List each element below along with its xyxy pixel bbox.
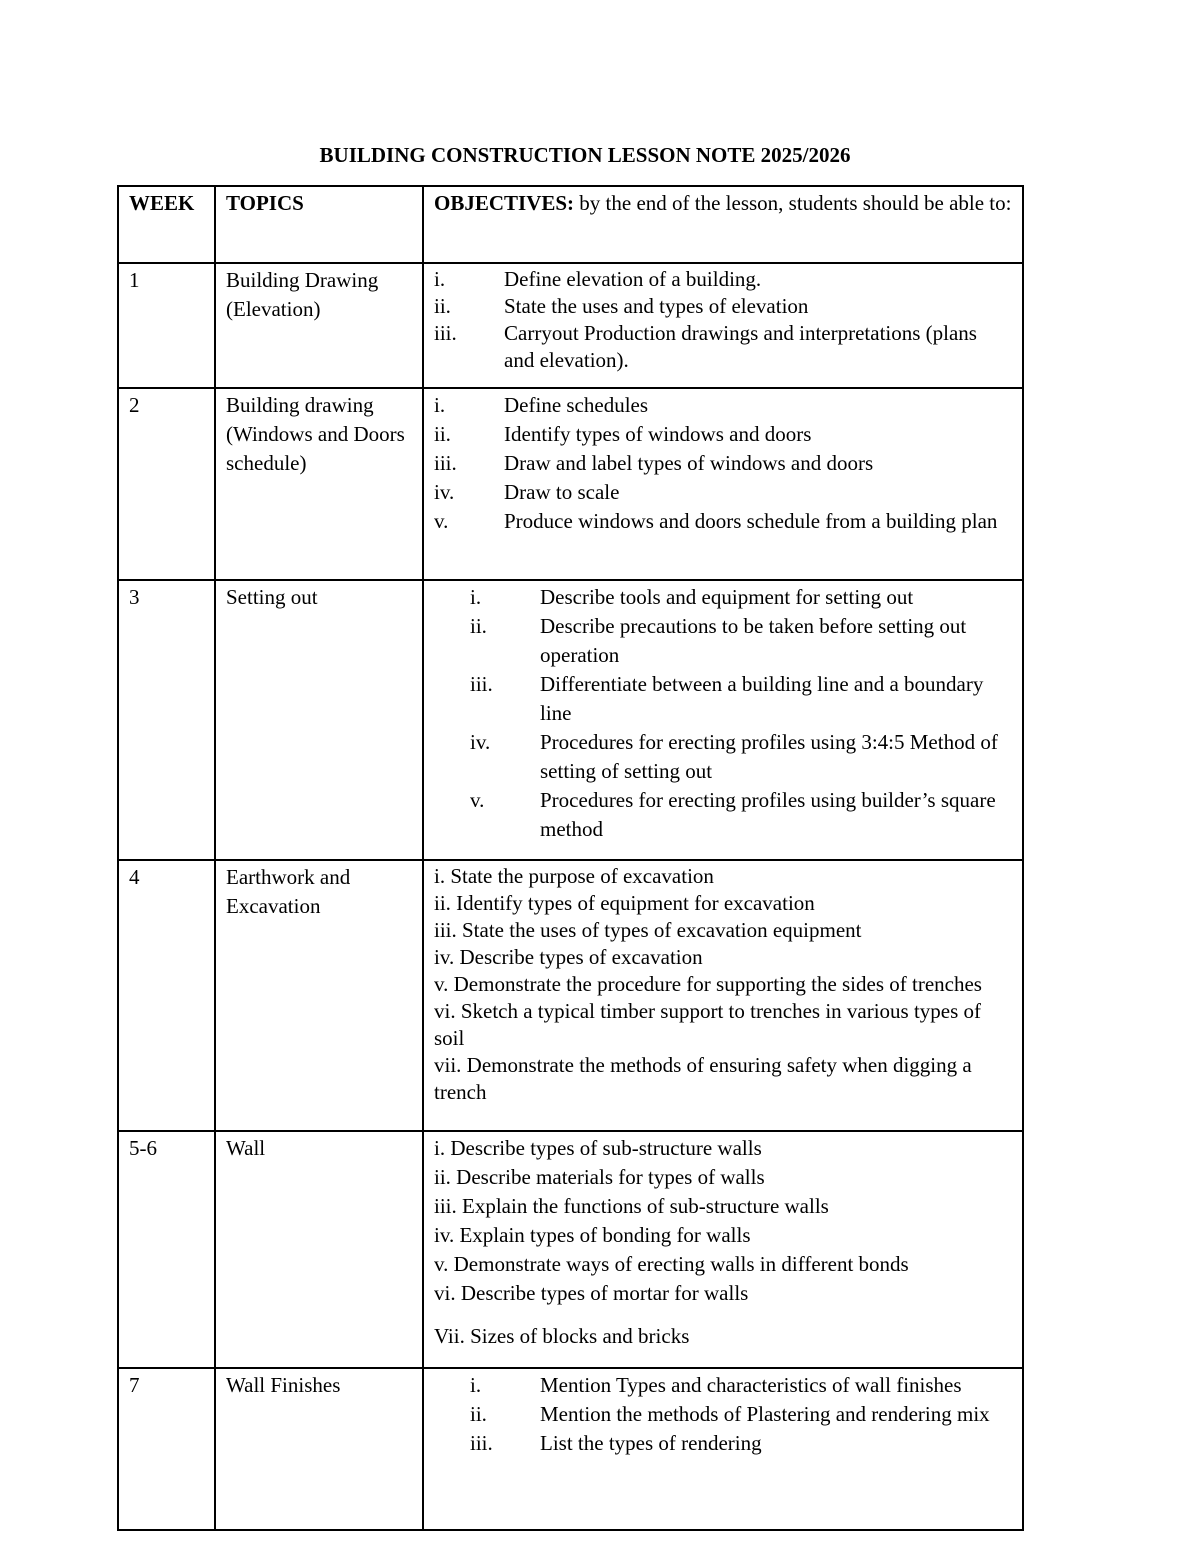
objective-item bbox=[434, 320, 1012, 374]
table-row bbox=[118, 263, 1023, 388]
week-cell: 1 bbox=[118, 263, 215, 388]
objective-item bbox=[434, 266, 1012, 293]
objective-text: i. State the purpose of excavation bbox=[434, 864, 714, 888]
objective-item bbox=[434, 293, 1012, 320]
objective-item bbox=[434, 670, 1012, 728]
objective-number: iii. bbox=[470, 672, 493, 696]
week-cell: 4 bbox=[118, 860, 215, 1131]
objective-number: iii. bbox=[434, 321, 457, 345]
header-objectives-text: by the end of the lesson, students should be able to: bbox=[574, 191, 1012, 215]
objective-text: Vii. Sizes of blocks and bricks bbox=[434, 1324, 690, 1348]
objective-text: iv. Describe types of excavation bbox=[434, 945, 703, 969]
objective-number: iv. bbox=[470, 730, 491, 754]
topic-cell: Setting out bbox=[215, 580, 423, 860]
objective-text: iv. Explain types of bonding for walls bbox=[434, 1223, 751, 1247]
table-row bbox=[118, 1131, 1023, 1368]
objective-number: iii. bbox=[434, 451, 457, 475]
objective-text: Differentiate between a building line and a boundary line bbox=[540, 672, 984, 725]
objective-text: Produce windows and doors schedule from a building plan bbox=[504, 509, 998, 533]
table-row bbox=[118, 860, 1023, 1131]
objective-item bbox=[434, 1371, 1012, 1400]
table-row bbox=[118, 580, 1023, 860]
objective-list bbox=[434, 583, 1012, 844]
objective-text: vi. Sketch a typical timber support to trenches in various types of soil bbox=[434, 999, 982, 1050]
objective-text: vii. Demonstrate the methods of ensuring safety when digging a trench bbox=[434, 1053, 972, 1104]
objective-text: ii. Identify types of equipment for excavation bbox=[434, 891, 815, 915]
objective-number: i. bbox=[470, 1373, 482, 1397]
objectives-cell bbox=[423, 263, 1023, 388]
objective-text: iii. State the uses of types of excavation equipment bbox=[434, 918, 862, 942]
topic-cell: Wall bbox=[215, 1131, 423, 1368]
objective-item bbox=[434, 420, 1012, 449]
topic-cell: Building Drawing (Elevation) bbox=[215, 263, 423, 388]
objective-text: ii. Describe materials for types of walls bbox=[434, 1165, 765, 1189]
objective-number: i. bbox=[434, 267, 446, 291]
objective-item bbox=[434, 449, 1012, 478]
objective-text: Define schedules bbox=[504, 393, 649, 417]
objectives-cell bbox=[423, 1131, 1023, 1368]
objective-number: v. bbox=[434, 509, 449, 533]
objective-item bbox=[434, 1429, 1012, 1458]
objective-text: Mention the methods of Plastering and rendering mix bbox=[540, 1402, 990, 1426]
objective-list bbox=[434, 1134, 1012, 1351]
objective-text: v. Demonstrate the procedure for supporting the sides of trenches bbox=[434, 972, 982, 996]
topic-cell: Earthwork and Excavation bbox=[215, 860, 423, 1131]
objective-text: i. Describe types of sub-structure walls bbox=[434, 1136, 762, 1160]
objective-text: Describe precautions to be taken before setting out operation bbox=[540, 614, 967, 667]
week-cell: 2 bbox=[118, 388, 215, 580]
objective-number: ii. bbox=[434, 422, 451, 446]
objective-text: iii. Explain the functions of sub-structure walls bbox=[434, 1194, 829, 1218]
objective-number: ii. bbox=[470, 1402, 487, 1426]
objective-text: Identify types of windows and doors bbox=[504, 422, 812, 446]
objective-item bbox=[434, 583, 1012, 612]
objective-item bbox=[434, 1400, 1012, 1429]
objective-text: Draw and label types of windows and doors bbox=[504, 451, 874, 475]
objective-list bbox=[434, 391, 1012, 536]
week-cell: 5-6 bbox=[118, 1131, 215, 1368]
objectives-cell bbox=[423, 388, 1023, 580]
objective-list bbox=[434, 266, 1012, 374]
objective-text: Procedures for erecting profiles using builder’s square method bbox=[540, 788, 996, 841]
objectives-cell bbox=[423, 580, 1023, 860]
header-topics: TOPICS bbox=[215, 186, 423, 263]
objective-text: vi. Describe types of mortar for walls bbox=[434, 1281, 749, 1305]
objective-number: ii. bbox=[434, 294, 451, 318]
objective-number: i. bbox=[434, 393, 446, 417]
objective-text: Describe tools and equipment for setting out bbox=[540, 585, 914, 609]
objective-text: Carryout Production drawings and interpretations (plans and elevation). bbox=[504, 321, 977, 372]
header-objectives bbox=[423, 186, 1023, 263]
header-week: WEEK bbox=[118, 186, 215, 263]
objective-item bbox=[434, 786, 1012, 844]
objective-item bbox=[434, 478, 1012, 507]
objective-text: v. Demonstrate ways of erecting walls in different bonds bbox=[434, 1252, 909, 1276]
objective-list bbox=[434, 863, 1012, 1106]
objective-text: Define elevation of a building. bbox=[504, 267, 762, 291]
objectives-cell bbox=[423, 1368, 1023, 1530]
objective-text: List the types of rendering bbox=[540, 1431, 762, 1455]
objective-number: v. bbox=[470, 788, 485, 812]
objective-item bbox=[434, 507, 1012, 536]
document-title: BUILDING CONSTRUCTION LESSON NOTE 2025/2026 bbox=[319, 143, 851, 167]
header-objectives-label: OBJECTIVES: bbox=[434, 191, 575, 215]
objective-item bbox=[434, 612, 1012, 670]
objective-text: Draw to scale bbox=[504, 480, 620, 504]
objective-list bbox=[434, 1371, 1012, 1458]
objective-number: i. bbox=[470, 585, 482, 609]
objectives-cell bbox=[423, 860, 1023, 1131]
lesson-table bbox=[117, 185, 1024, 1531]
topic-cell: Building drawing (Windows and Doors schedule) bbox=[215, 388, 423, 580]
objective-number: iii. bbox=[470, 1431, 493, 1455]
objective-text: Mention Types and characteristics of wall finishes bbox=[540, 1373, 962, 1397]
week-cell: 3 bbox=[118, 580, 215, 860]
table-header-row bbox=[118, 186, 1023, 263]
week-cell: 7 bbox=[118, 1368, 215, 1530]
topic-cell: Wall Finishes bbox=[215, 1368, 423, 1530]
table-row bbox=[118, 1368, 1023, 1530]
objective-number: ii. bbox=[470, 614, 487, 638]
objective-item bbox=[434, 391, 1012, 420]
objective-text: Procedures for erecting profiles using 3:4:5 Method of setting of setting out bbox=[540, 730, 998, 783]
objective-number: iv. bbox=[434, 480, 455, 504]
objective-item bbox=[434, 728, 1012, 786]
objective-text: State the uses and types of elevation bbox=[504, 294, 809, 318]
table-row bbox=[118, 388, 1023, 580]
